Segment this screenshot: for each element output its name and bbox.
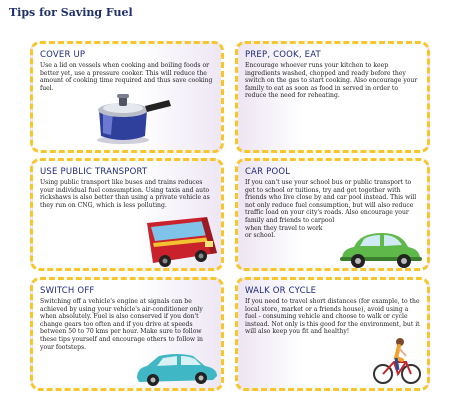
tip-body: If you need to travel short distances (for example, to the local store, market or a friends house), avoid using a fuel - consuming vehicle and choose to walk or cycle instead. Not only is this good for the environment, but it will also keep you fit and healthy!	[245, 298, 420, 336]
tip-body-tail: or school.	[245, 232, 276, 240]
car-icon	[338, 229, 424, 269]
pressure-cooker-icon	[93, 90, 173, 146]
car-icon	[133, 350, 221, 386]
page-title: Tips for Saving Fuel	[9, 6, 133, 19]
tip-body: Switching off a vehicle's engine at signals can be achieved by using your vehicle's air-conditioner only when absolutely. Fuel is also conserved if you don't change gears too often and if you drive at speeds between 50 to 70 kms per hour. Make sure to follow these tips yourself and encourage others to follow in your footsteps.	[40, 298, 203, 351]
tip-card-switch-off	[30, 277, 224, 391]
tip-body: Using public transport like buses and trains reduces your individual fuel consumption. Using taxis and auto rickshaws is also better than using a private vehicle as they run on CNG, which is less polluting.	[40, 179, 210, 209]
tip-heading: CAR POOL	[245, 167, 291, 177]
tip-heading: WALK OR CYCLE	[245, 286, 317, 296]
tip-body: Encourage whoever runs your kitchen to keep ingredients washed, chopped and ready before they switch on the gas to start cooking. Also encourage your family to eat as soon as food in served in order to reduce the need for reheating.	[245, 62, 418, 100]
cyclist-icon	[372, 336, 422, 386]
tip-card-car-pool	[235, 158, 430, 271]
tip-card-public-transport	[30, 158, 224, 271]
tip-heading: USE PUBLIC TRANSPORT	[40, 167, 148, 177]
tip-body-tail: when they travel to work	[245, 224, 323, 232]
tip-card-walk-or-cycle	[235, 277, 430, 391]
tip-card-prep-cook-eat	[235, 41, 430, 153]
tip-body: Use a lid on vessels when cooking and boiling foods or better yet, use a pressure cooker. This will reduce the amount of cooking time required and thus save cooking fuel.	[40, 62, 213, 92]
tip-heading: PREP, COOK, EAT	[245, 50, 321, 60]
tip-heading: SWITCH OFF	[40, 286, 95, 296]
tip-body: If you can't use your school bus or public transport to get to school or tuitions, try and get together with friends who live close by and car pool instead. This will not only reduce fuel consumption, but will also reduce traffic load on your city's roads. Also encourage your family and friends to carpool	[245, 179, 417, 224]
tip-heading: COVER UP	[40, 50, 86, 60]
bus-icon	[141, 213, 221, 269]
tip-card-cover-up	[30, 41, 224, 153]
